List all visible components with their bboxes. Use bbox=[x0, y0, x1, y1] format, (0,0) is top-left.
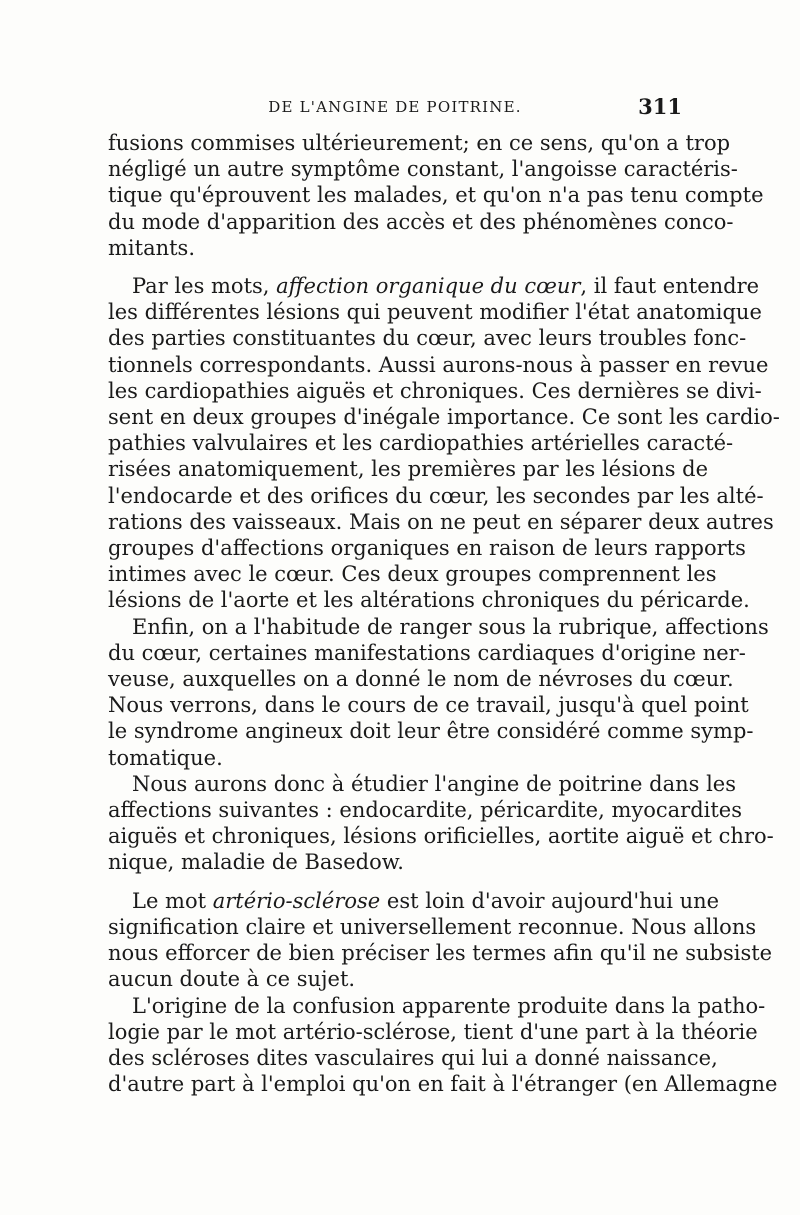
text-line: tomatique. bbox=[108, 745, 223, 770]
text-line: du cœur, certaines manifestations cardiaques d'origine ner- bbox=[108, 640, 746, 665]
text-line: groupes d'affections organiques en raison de leurs rapports bbox=[108, 536, 746, 561]
text-line: d'autre part à l'emploi qu'on en fait à l'étranger (en Allemagne bbox=[108, 1072, 778, 1097]
italic-term: artério-sclérose bbox=[212, 888, 381, 913]
text-line: des scléroses dites vasculaires qui lui a donné naissance, bbox=[108, 1045, 718, 1070]
text-line: mitants. bbox=[108, 235, 196, 260]
paragraph-1 bbox=[108, 130, 764, 261]
line-rest: , il faut entendre bbox=[580, 274, 760, 299]
text-line: des parties constituantes du cœur, avec leurs troubles fonc- bbox=[108, 326, 747, 351]
text-line: intimes avec le cœur. Ces deux groupes comprennent les bbox=[108, 562, 717, 587]
line-lead: Le mot bbox=[132, 888, 213, 913]
text-line: le syndrome angineux doit leur être considéré comme symp- bbox=[108, 719, 754, 744]
text-line: sent en deux groupes d'inégale importance. Ce sont les cardio- bbox=[108, 405, 780, 430]
text-line: risées anatomiquement, les premières par les lésions de bbox=[108, 457, 709, 482]
text-line: lésions de l'aorte et les altérations chroniques du péricarde. bbox=[108, 588, 750, 613]
paragraph-3 bbox=[108, 614, 769, 771]
text-line: veuse, auxquelles on a donné le nom de névroses du cœur. bbox=[108, 667, 734, 692]
running-header bbox=[108, 94, 682, 120]
text-line: l'endocarde et des orifices du cœur, les secondes par les alté- bbox=[108, 483, 764, 508]
text-line: nous efforcer de bien préciser les termes afin qu'il ne subsiste bbox=[108, 941, 773, 966]
text-line: les cardiopathies aiguës et chroniques. Ces dernières se divi- bbox=[108, 378, 762, 403]
text-line: logie par le mot artério-sclérose, tient d'une part à la théorie bbox=[108, 1019, 758, 1044]
text-line: Nous aurons donc à étudier l'angine de poitrine dans les bbox=[132, 771, 736, 796]
text-line: rations des vaisseaux. Mais on ne peut en séparer deux autres bbox=[108, 509, 774, 534]
text-line: aucun doute à ce sujet. bbox=[108, 967, 356, 992]
text-line: Nous verrons, dans le cours de ce travail, jusqu'à quel point bbox=[108, 693, 749, 718]
text-line: affections suivantes : endocardite, péricardite, myocardites bbox=[108, 798, 742, 823]
page-number: 311 bbox=[638, 94, 682, 119]
text-line: pathies valvulaires et les cardiopathies artérielles caracté- bbox=[108, 431, 734, 456]
text-line: Enfin, on a l'habitude de ranger sous la rubrique, affections bbox=[132, 614, 769, 639]
paragraph-6 bbox=[108, 993, 778, 1098]
line-rest: est loin d'avoir aujourd'hui une bbox=[380, 888, 720, 913]
text-line: négligé un autre symptôme constant, l'angoisse caractéris- bbox=[108, 157, 738, 182]
text-line: du mode d'apparition des accès et des phénomènes conco- bbox=[108, 209, 734, 234]
text-line: tique qu'éprouvent les malades, et qu'on n'a pas tenu compte bbox=[108, 183, 764, 208]
text-line: fusions commises ultérieurement; en ce sens, qu'on a trop bbox=[108, 131, 731, 155]
text-line: L'origine de la confusion apparente produite dans la patho- bbox=[132, 993, 766, 1018]
text-line: signification claire et universellement reconnue. Nous allons bbox=[108, 914, 757, 939]
paragraph-4 bbox=[108, 771, 774, 876]
italic-term: affection organique du cœur bbox=[276, 274, 581, 299]
paragraph-2 bbox=[108, 273, 780, 614]
text-line: les différentes lésions qui peuvent modifier l'état anatomique bbox=[108, 300, 762, 325]
running-title: DE L'ANGINE DE POITRINE. bbox=[268, 98, 522, 116]
text-line bbox=[108, 888, 720, 914]
text-line bbox=[108, 273, 760, 299]
body-text bbox=[108, 130, 780, 1097]
line-lead: Par les mots, bbox=[132, 274, 277, 299]
text-line: aiguës et chroniques, lésions orificielles, aortite aiguë et chro- bbox=[108, 824, 774, 849]
paragraph-5 bbox=[108, 888, 773, 993]
text-line: tionnels correspondants. Aussi aurons-nous à passer en revue bbox=[108, 352, 769, 377]
text-line: nique, maladie de Basedow. bbox=[108, 850, 404, 875]
